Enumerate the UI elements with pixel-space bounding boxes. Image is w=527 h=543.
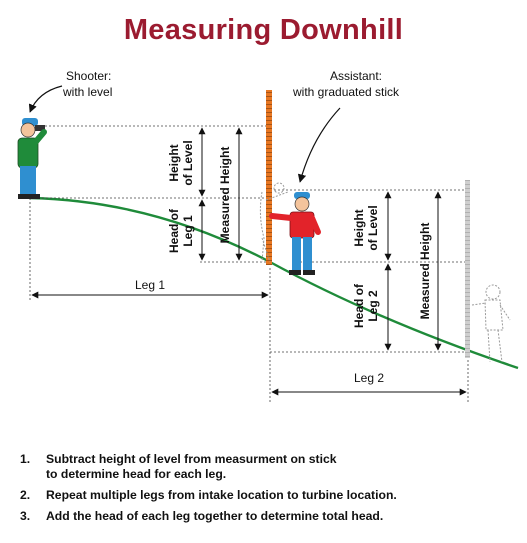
step-number: 2. — [20, 488, 31, 502]
shooter-label: Shooter: — [66, 69, 112, 83]
head-of-leg-2-label-line1: Head of — [352, 283, 366, 329]
height-of-level-1-label-line1: Height — [167, 144, 181, 182]
ghost-figure-next — [472, 285, 510, 362]
step-text-line1: Subtract height of level from measurment on stick — [46, 452, 337, 466]
list-item — [20, 452, 520, 482]
shooter-description: with level — [63, 85, 113, 99]
height-of-level-2-label-line1: Height — [352, 209, 366, 247]
instruction-list — [20, 452, 520, 530]
leg-2-label: Leg 2 — [353, 371, 385, 385]
assistant-description: with graduated stick — [293, 85, 400, 99]
shooter-callout-arrow — [30, 86, 62, 112]
step-text-line2: to determine head for each leg. — [46, 467, 227, 481]
page-title: Measuring Downhill — [123, 14, 404, 46]
head-of-leg-1-label-line2: Leg 1 — [181, 215, 195, 247]
head-of-leg-2-label-line2: Leg 2 — [366, 290, 380, 322]
step-text-line1: Add the head of each leg together to determine total head. — [46, 509, 384, 523]
list-item — [20, 488, 520, 503]
step-number: 3. — [20, 509, 31, 523]
assistant-label: Assistant: — [330, 69, 383, 83]
height-of-level-2-label-line2: of Level — [366, 205, 380, 251]
shooter-figure — [18, 118, 45, 199]
graduated-stick-next-position — [465, 180, 470, 358]
list-item — [20, 509, 520, 524]
leg-1-label: Leg 1 — [134, 278, 166, 292]
head-of-leg-1-label-line1: Head of — [167, 208, 181, 254]
assistant-figure — [272, 192, 318, 275]
step-number: 1. — [20, 452, 31, 466]
measured-height-2-label: Measured Height — [418, 222, 432, 320]
measured-height-1-label: Measured Height — [218, 146, 232, 244]
graduated-stick — [266, 90, 272, 265]
height-of-level-1-label-line2: of Level — [181, 140, 195, 186]
ghost-figure-previous — [260, 183, 288, 262]
dashed-reference-lines — [30, 126, 470, 402]
assistant-callout-arrow — [300, 108, 340, 182]
hill-slope-line — [30, 198, 518, 368]
step-text-line1: Repeat multiple legs from intake location to turbine location. — [46, 488, 397, 502]
